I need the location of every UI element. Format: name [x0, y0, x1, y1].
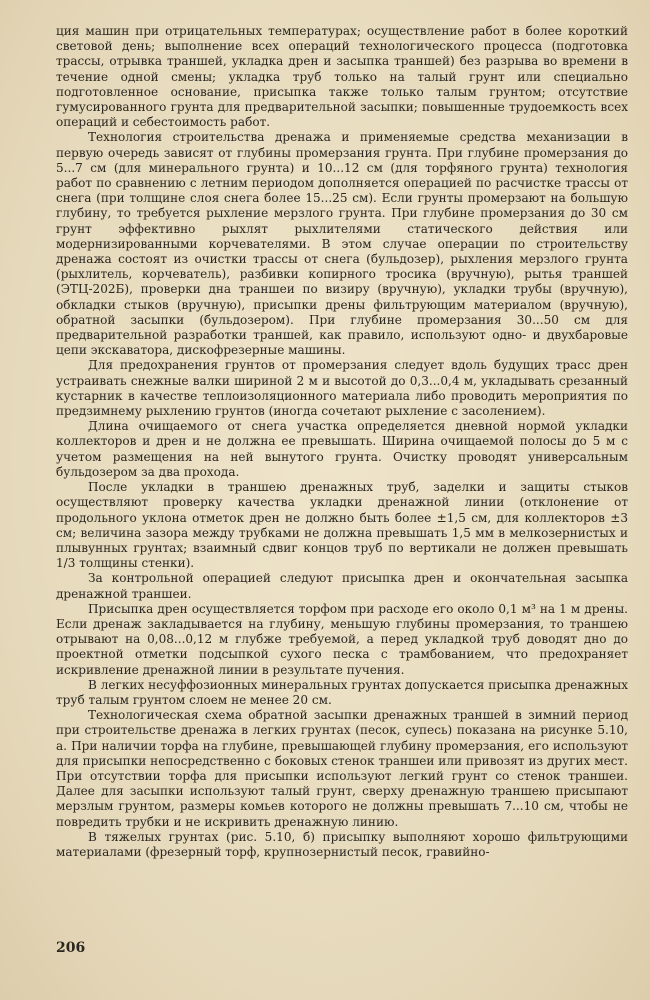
paragraph-8: В легких несуффозионных минеральных грунтах допускается присыпка дренажных труб талым грунтом слоем не менее 20 см.: [56, 677, 628, 707]
paragraph-5: После укладки в траншею дренажных труб, заделки и защиты стыков осуществляют проверку качества укладки дренажной линии (отклонение от продольного уклона отметок дрен не должно быть более ±1,5 см, для коллекторов ±3 см; величина зазора между трубками не должна превышать 1,5 мм в мелкозернистых и плывунных грунтах; взаимный сдвиг концов труб по вертикали не должен превышать 1/3 толщины стенки).: [56, 480, 628, 571]
paragraph-3: Для предохранения грунтов от промерзания следует вдоль будущих трасс дрен устраивать снежные валки шириной 2 м и высотой до 0,3...0,4 м, укладывать срезанный кустарник в качестве теплоизоляционного материала либо проводить мероприятия по предзимнему рыхлению грунтов (иногда сочетают рыхление с засолением).: [56, 358, 628, 419]
paragraph-10: В тяжелых грунтах (рис. 5.10, б) присыпку выполняют хорошо фильтрующими материалами (фрезерный торф, крупнозернистый песок, гравийно-: [56, 829, 628, 859]
paragraph-2: Технология строительства дренажа и применяемые средства механизации в первую очередь зависят от глубины промерзания грунта. При глубине промерзания до 5...7 см (для минерального грунта) и 10...12 см (для торфяного грунта) технология работ по сравнению с летним периодом дополняется операцией по расчистке трассы от снега (при толщине слоя снега более 15...25 см). Если грунты промерзают на большую глубину, то требуется рыхление мерзлого грунта. При глубине промерзания до 30 см грунт эффективно рыхлят рыхлителями статического действия или модернизированными корчевателями. В этом случае операции по строительству дренажа состоят из очистки трассы от снега (бульдозер), рыхления мерзлого грунта (рыхлитель, корчеватель), разбивки копирного тросика (вручную), рытья траншей (ЭТЦ-202Б), проверки дна траншеи по визиру (вручную), укладки трубы (вручную), обкладки стыков (вручную), присыпки дрены фильтрующим материалом (вручную), обратной засыпки (бульдозером). При глубине промерзания 30...50 см для предварительной разработки траншей, как правило, используют одно- и двухбаровые цепи экскаватора, дискофрезерные машины.: [56, 130, 628, 358]
paragraph-6: За контрольной операцией следуют присыпка дрен и окончательная засыпка дренажной траншеи.: [56, 571, 628, 601]
paragraph-4: Длина очищаемого от снега участка определяется дневной нормой укладки коллекторов и дрен и не должна ее превышать. Ширина очищаемой полосы до 5 м с учетом размещения на ней вынутого грунта. Очистку проводят универсальным бульдозером за два прохода.: [56, 419, 628, 479]
paragraph-1: ция машин при отрицательных температурах; осуществление работ в более короткий световой день; выполнение всех операций технологического процесса (подготовка трассы, отрывка траншей, укладка дрен и засыпка траншей) без разрыва во времени в течение одной смены; укладка труб только на талый грунт или специально подготовленное основание, присыпка также только талым грунтом; отсутствие гумусированного грунта для предварительной засыпки; повышенные трудоемкость всех операций и себестоимость работ.: [56, 24, 628, 130]
page-number: 206: [56, 940, 86, 956]
paragraph-9: Технологическая схема обратной засыпки дренажных траншей в зимний период при строительстве дренажа в легких грунтах (песок, супесь) показана на рисунке 5.10, а. При наличии торфа на глубине, превышающей глубину промерзания, его используют для присыпки непосредственно с боковых стенок траншеи или привозят из других мест. При отсутствии торфа для присыпки используют легкий грунт со стенок траншеи. Далее для засыпки используют талый грунт, сверху дренажную траншею присыпают мерзлым грунтом, размеры комьев которого не должны превышать 7...10 см, чтобы не повредить трубки и не искривить дренажную линию.: [56, 708, 628, 829]
paragraph-7: Присыпка дрен осуществляется торфом при расходе его около 0,1 м³ на 1 м дрены. Если дренаж закладывается на глубину, меньшую глубины промерзания, то траншею отрывают на 0,08...0,12 м глубже требуемой, а перед укладкой труб доводят дно до проектной отметки подсыпкой сухого песка с трамбованием, что предохраняет искривление дренажной линии в результате пучения.: [56, 601, 628, 677]
